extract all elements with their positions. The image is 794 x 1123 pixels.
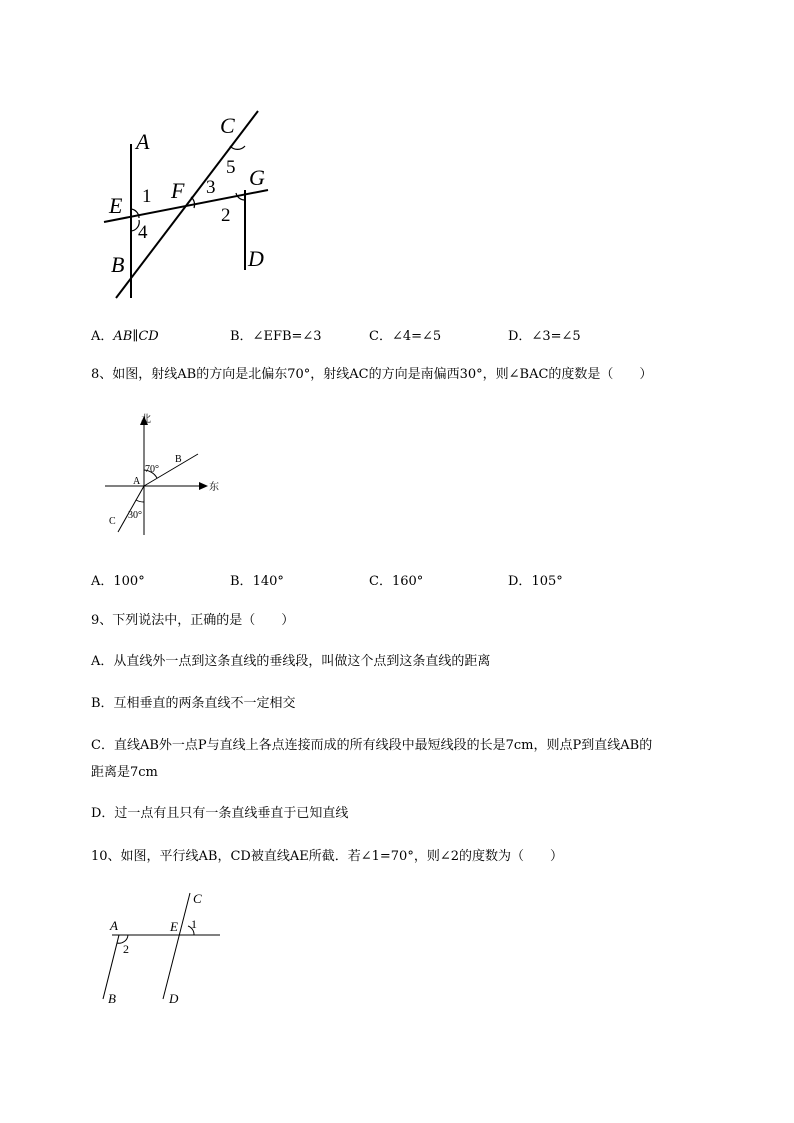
east-arrowhead xyxy=(199,482,208,490)
line-CD xyxy=(163,893,190,999)
label-A: A xyxy=(136,129,150,154)
figure-parallel-lines-1 xyxy=(96,102,286,307)
label-D: D xyxy=(248,246,264,271)
q9-option-c-line1: C．直线AB外一点P与直线上各点连接而成的所有线段中最短线段的长是7cm，则点P到直线AB的 xyxy=(91,738,653,753)
q9-option-b: B．互相垂直的两条直线不一定相交 xyxy=(91,696,296,711)
angle-label-1: 1 xyxy=(142,186,152,207)
angle-label-5: 5 xyxy=(226,157,236,178)
q8-option-c: C．160° xyxy=(369,574,424,589)
figure-parallel-lines-2 xyxy=(100,888,225,1010)
angle-label-2: 2 xyxy=(123,942,129,956)
label-B: B xyxy=(175,454,182,465)
label-30deg: 30° xyxy=(128,510,142,521)
label-E: E xyxy=(109,193,123,218)
label-D: D xyxy=(169,991,179,1006)
angle-label-3: 3 xyxy=(206,177,216,198)
label-G: G xyxy=(249,165,265,190)
label-E: E xyxy=(170,919,178,934)
label-A: A xyxy=(133,476,141,487)
q9-option-a: A．从直线外一点到这条直线的垂线段，叫做这个点到这条直线的距离 xyxy=(91,654,491,669)
label-C: C xyxy=(220,113,235,138)
label-B: B xyxy=(111,252,125,277)
label-north: 北 xyxy=(141,414,151,425)
label-A: A xyxy=(110,918,118,933)
label-C: C xyxy=(193,891,202,906)
arc-30 xyxy=(136,500,144,502)
q7-option-b: B．∠EFB=∠3 xyxy=(230,329,322,344)
angle-label-2: 2 xyxy=(221,205,231,226)
q7-option-c: C．∠4=∠5 xyxy=(369,329,442,344)
q7-option-a: A．AB∥CD xyxy=(91,329,159,344)
q9-option-d: D．过一点有且只有一条直线垂直于已知直线 xyxy=(91,806,349,821)
q8-option-a: A．100° xyxy=(91,574,145,589)
angle-label-4: 4 xyxy=(138,222,148,243)
ray-AC xyxy=(118,486,144,532)
q8-option-d: D．105° xyxy=(508,574,563,589)
line-AB xyxy=(103,935,119,999)
q10-stem: 10、如图，平行线AB，CD被直线AE所截．若∠1=70°，则∠2的度数为（ ） xyxy=(91,849,563,864)
label-east: 东 xyxy=(209,482,219,493)
label-C: C xyxy=(109,516,116,527)
q8-stem: 8、如图，射线AB的方向是北偏东70°，射线AC的方向是南偏西30°，则∠BAC的度数是（ ） xyxy=(91,367,653,382)
figure-compass-directions xyxy=(100,410,225,540)
q7-option-d: D．∠3=∠5 xyxy=(508,329,581,344)
q8-option-b: B．140° xyxy=(230,574,284,589)
label-F: F xyxy=(171,178,185,203)
angle-label-1: 1 xyxy=(191,917,197,931)
label-70deg: 70° xyxy=(145,464,159,475)
label-B: B xyxy=(108,991,116,1006)
q9-stem: 9、下列说法中，正确的是（ ） xyxy=(91,613,295,628)
q9-option-c-line2: 距离是7cm xyxy=(91,765,158,780)
